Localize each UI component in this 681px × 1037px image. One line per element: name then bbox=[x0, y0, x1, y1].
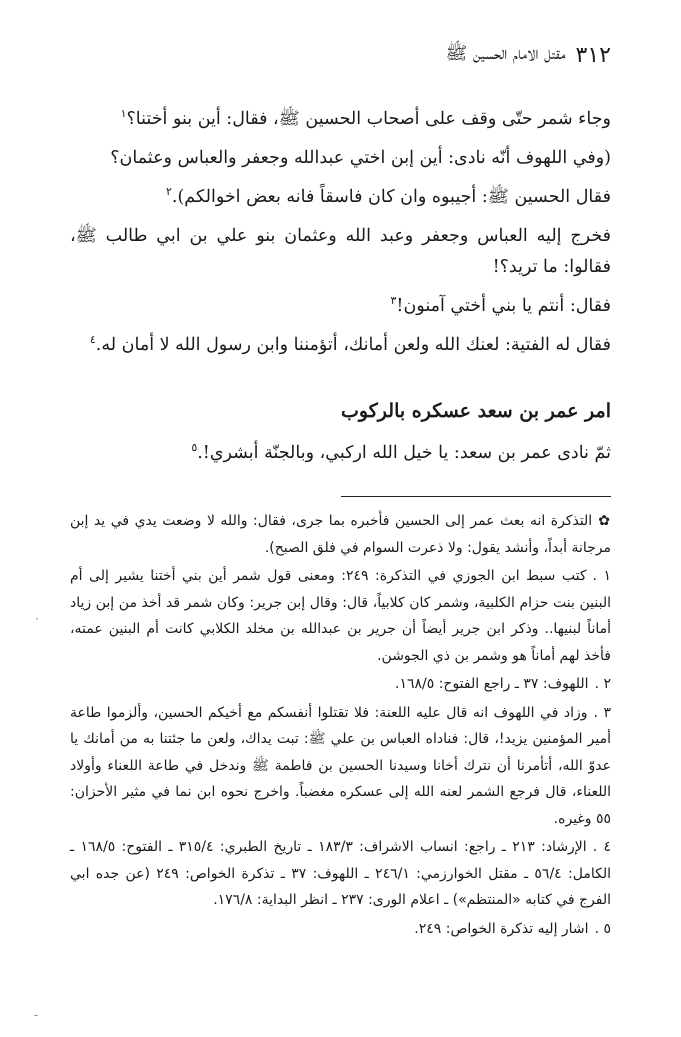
paragraph-text: فقال: أنتم يا بني أختي آمنون! bbox=[396, 296, 611, 316]
footnote-text: كتب سبط ابن الجوزي في التذكرة: ٢٤٩: ومعنى قول شمر أين بني أختنا يشير إلى أم البنين بنت حزام الكلبية، وشمر كان كلابياً، قال: وقال إبن جرير: وكان شمر قد أخذ من إبن زياد أماناً لبنيها.. وذكر ابن جرير أيضاً أن جرير بن عبدالله بن مخلد الكلابي كانت أم البنين عمته، فأخذ لهم أماناً هو وشمر بن ذي الجوشن. bbox=[70, 568, 611, 664]
footnote-text: التذكرة انه بعث عمر إلى الحسين فأخبره بما جرى، فقال: والله لا وضعت يدي في يد إبن مرجانة أبداً، وأنشد يقول: ولا ذعرت السوام في فلق الصبح). bbox=[70, 513, 611, 556]
footnote-text: وزاد في اللهوف انه قال عليه اللعنة: فلا تقتلوا أنفسكم مع أخيكم الحسين، وألزموا طاعة أمير المؤمنين يزيد!، قال: فناداه العباس بن علي ﷺ: تبت يداك، ولعن ما جئتنا به من أمانك يا عدوّ الله، أتأمرنا أن نترك أخانا وسيدنا الحسين بن فاطمة ﷺ وندخل في طاعة اللعناء وأولاد اللعناء، قال فرجع الشمر لعنه الله إلى عسكره مغضباً. واخرج نحوه ابن نما في مثير الأحزان: ٥٥ وغيره. bbox=[70, 704, 611, 827]
footnote bbox=[70, 508, 611, 561]
footnote-marker: ١ . bbox=[592, 568, 612, 584]
footnotes bbox=[70, 508, 611, 944]
footnote-ref: ٣ bbox=[390, 294, 397, 308]
paragraph bbox=[70, 221, 611, 283]
footnote-text: اشار إليه تذكرة الخواص: ٢٤٩. bbox=[414, 920, 589, 937]
footnote bbox=[70, 563, 611, 669]
paragraph bbox=[70, 182, 611, 213]
footnote bbox=[70, 834, 611, 914]
paragraph-text: وجاء شمر حتّى وقف على أصحاب الحسين ﷺ، فقال: أين بنو أختنا؟ bbox=[126, 109, 611, 129]
main-text bbox=[70, 104, 611, 369]
footnote-marker: ٤ . bbox=[592, 839, 611, 855]
footnote-marker: ٥ . bbox=[594, 920, 611, 937]
section-paragraph bbox=[70, 438, 611, 468]
scan-speck: - bbox=[34, 1008, 39, 1022]
footnote-divider bbox=[341, 496, 611, 497]
paragraph bbox=[70, 104, 611, 135]
paragraph bbox=[70, 291, 611, 322]
paragraph bbox=[70, 330, 611, 361]
footnote bbox=[70, 916, 611, 943]
footnote-ref: ٢ bbox=[166, 185, 172, 199]
paragraph bbox=[70, 143, 611, 174]
footnote-ref: ٤ bbox=[89, 333, 96, 347]
paragraph-text: فقال له الفتية: لعنك الله ولعن أمانك، أتؤمننا وابن رسول الله لا أمان له. bbox=[95, 335, 611, 355]
running-title: مقتل الامام الحسين ﷺ bbox=[445, 43, 566, 64]
page-header bbox=[71, 38, 611, 72]
footnote bbox=[70, 671, 611, 698]
footnote-marker: ٢ . bbox=[594, 676, 611, 692]
paragraph-text: فقال الحسين ﷺ: أجيبوه وان كان فاسقاً فانه بعض اخوالكم). bbox=[171, 187, 611, 207]
section-paragraph-text: ثمّ نادى عمر بن سعد: يا خيل الله اركبي، وبالجنّة أبشري!. bbox=[197, 443, 611, 463]
footnote-ref: ٥ bbox=[191, 441, 198, 455]
footnote-text: اللهوف: ٣٧ ـ راجع الفتوح: ١٦٨/٥. bbox=[395, 676, 589, 692]
section-heading: امر عمر بن سعد عسكره بالركوب bbox=[341, 400, 611, 422]
footnote-marker: ٣ . bbox=[593, 704, 611, 721]
page-number: ٣١٢ bbox=[575, 42, 611, 68]
footnote bbox=[70, 700, 611, 833]
paragraph-text: فخرج إليه العباس وجعفر وعبد الله وعثمان بنو علي بن ابي طالب ﷺ، فقالوا: ما تريد؟! bbox=[70, 226, 611, 277]
paragraph-text: (وفي اللهوف أنّه نادى: أين إبن اختي عبدالله وجعفر والعباس وعثمان؟ bbox=[110, 148, 611, 168]
footnote-marker: ✿ bbox=[598, 513, 611, 529]
scan-speck: · bbox=[35, 612, 39, 626]
footnote-text: الإرشاد: ٢١٣ ـ راجع: انساب الاشراف: ١٨٣/٣ ـ تاريخ الطبري: ٣١٥/٤ ـ الفتوح: ١٦٨/٥ ـ الكامل: ٥٦/٤ ـ مقتل الخوارزمي: ٢٤٦/١ ـ اللهوف: ٣٧ ـ تذكرة الخواص: ٢٤٩ (عن جده ابي الفرج في كتابه «المنتظم») ـ اعلام الورى: ٢٣٧ ـ انظر البداية: ١٧٦/٨. bbox=[70, 839, 611, 908]
footnote-ref: ١ bbox=[120, 107, 127, 121]
